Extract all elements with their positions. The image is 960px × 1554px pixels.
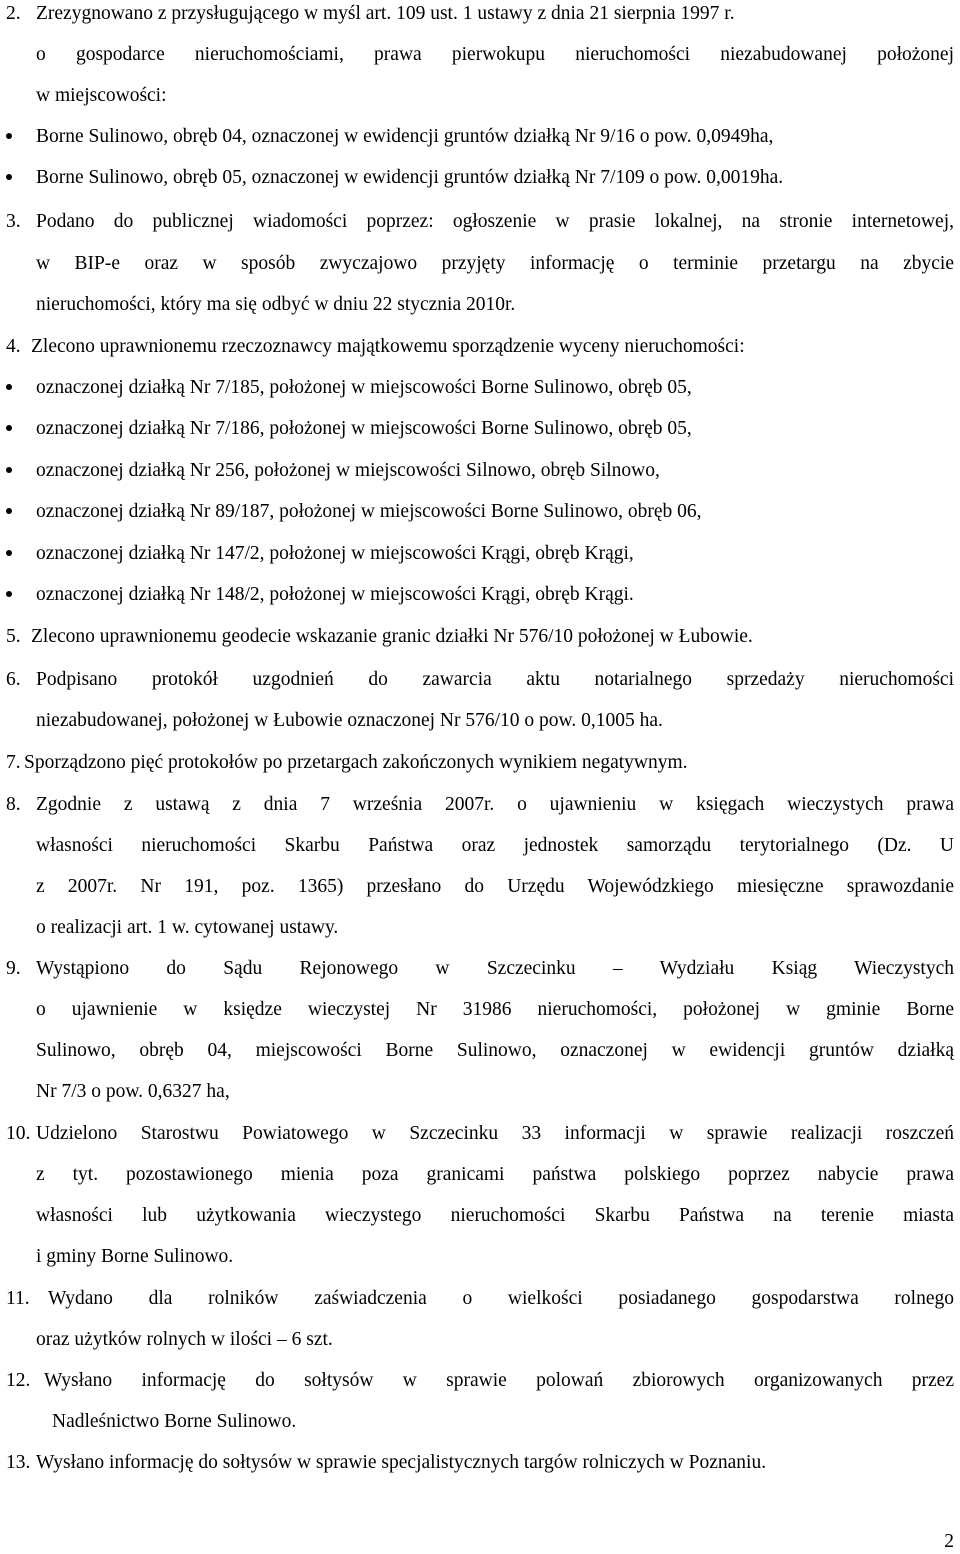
bullet-icon — [6, 508, 12, 514]
bullet-icon — [6, 467, 12, 473]
item-number: 3. — [6, 211, 21, 232]
item-4-bullet-4: oznaczonej działką Nr 89/187, położonej w miejscowości Borne Sulinowo, obręb 06, — [36, 501, 702, 522]
item-3-line-2: w BIP-e oraz w sposób zwyczajowo przyjęty informację o terminie przetargu na zbycie — [36, 253, 954, 274]
item-2-bullet-2: Borne Sulinowo, obręb 05, oznaczonej w ewidencji gruntów działką Nr 7/109 o pow. 0,0019ha. — [36, 167, 784, 188]
item-9-line-4: Nr 7/3 o pow. 0,6327 ha, — [36, 1081, 230, 1102]
item-5-line-1: Zlecono uprawnionemu geodecie wskazanie granic działki Nr 576/10 położonej w Łubowie. — [31, 626, 753, 647]
item-11-line-2: oraz użytków rolnych w ilości – 6 szt. — [36, 1329, 333, 1350]
item-number: 5. — [6, 626, 21, 647]
bullet-icon — [6, 384, 12, 390]
bullet-icon — [6, 425, 12, 431]
item-3-line-1: Podano do publicznej wiadomości poprzez: ogłoszenie w prasie lokalnej, na stronie internetowej, — [36, 211, 954, 232]
item-number: 13. — [6, 1452, 31, 1473]
item-number: 4. — [6, 336, 21, 357]
item-number: 8. — [6, 794, 21, 815]
item-8-line-2: własności nieruchomości Skarbu Państwa oraz jednostek samorządu terytorialnego (Dz. U — [36, 835, 954, 856]
item-number: 2. — [6, 3, 21, 24]
item-10-line-2: z tyt. pozostawionego mienia poza granicami państwa polskiego poprzez nabycie prawa — [36, 1164, 954, 1185]
item-8-line-3: z 2007r. Nr 191, poz. 1365) przesłano do Urzędu Wojewódzkiego miesięczne sprawozdanie — [36, 876, 954, 897]
item-number: 6. — [6, 669, 21, 690]
item-10-line-1: Udzielono Starostwu Powiatowego w Szczecinku 33 informacji w sprawie realizacji roszczeń — [36, 1123, 954, 1144]
item-2-bullet-1: Borne Sulinowo, obręb 04, oznaczonej w ewidencji gruntów działką Nr 9/16 o pow. 0,0949ha, — [36, 126, 774, 147]
bullet-icon — [6, 133, 12, 139]
item-9-line-3: Sulinowo, obręb 04, miejscowości Borne Sulinowo, oznaczonej w ewidencji gruntów działką — [36, 1040, 954, 1061]
item-4-bullet-1: oznaczonej działką Nr 7/185, położonej w miejscowości Borne Sulinowo, obręb 05, — [36, 377, 692, 398]
item-number: 11. — [6, 1288, 30, 1309]
bullet-icon — [6, 174, 12, 180]
item-8-line-1: Zgodnie z ustawą z dnia 7 września 2007r. o ujawnieniu w księgach wieczystych prawa — [36, 794, 954, 815]
item-number: 7. — [6, 752, 21, 773]
item-4-line-1: Zlecono uprawnionemu rzeczoznawcy majątkowemu sporządzenie wyceny nieruchomości: — [31, 336, 745, 357]
item-6-line-2: niezabudowanej, położonej w Łubowie oznaczonej Nr 576/10 o pow. 0,1005 ha. — [36, 710, 663, 731]
item-4-bullet-5: oznaczonej działką Nr 147/2, położonej w miejscowości Krągi, obręb Krągi, — [36, 543, 634, 564]
item-number: 9. — [6, 958, 21, 979]
item-4-bullet-2: oznaczonej działką Nr 7/186, położonej w miejscowości Borne Sulinowo, obręb 05, — [36, 418, 692, 439]
item-number: 12. — [6, 1370, 31, 1391]
item-12-line-2: Nadleśnictwo Borne Sulinowo. — [52, 1411, 297, 1432]
bullet-icon — [6, 591, 12, 597]
item-number: 10. — [6, 1123, 31, 1144]
item-10-line-4: i gminy Borne Sulinowo. — [36, 1246, 234, 1267]
item-2-line-1: Zrezygnowano z przysługującego w myśl art. 109 ust. 1 ustawy z dnia 21 sierpnia 1997 r. — [36, 3, 735, 24]
item-2-line-3: w miejscowości: — [36, 85, 167, 106]
item-7-line-1: Sporządzono pięć protokołów po przetargach zakończonych wynikiem negatywnym. — [24, 752, 688, 773]
item-11-line-1: Wydano dla rolników zaświadczenia o wielkości posiadanego gospodarstwa rolnego — [48, 1288, 954, 1309]
item-6-line-1: Podpisano protokół uzgodnień do zawarcia aktu notarialnego sprzedaży nieruchomości — [36, 669, 954, 690]
item-4-bullet-3: oznaczonej działką Nr 256, położonej w miejscowości Silnowo, obręb Silnowo, — [36, 460, 660, 481]
page-number: 2 — [944, 1531, 954, 1552]
bullet-icon — [6, 550, 12, 556]
item-9-line-2: o ujawnienie w księdze wieczystej Nr 31986 nieruchomości, położonej w gminie Borne — [36, 999, 954, 1020]
item-3-line-3: nieruchomości, który ma się odbyć w dniu 22 stycznia 2010r. — [36, 294, 516, 315]
item-8-line-4: o realizacji art. 1 w. cytowanej ustawy. — [36, 917, 339, 938]
item-9-line-1: Wystąpiono do Sądu Rejonowego w Szczecinku – Wydziału Ksiąg Wieczystych — [36, 958, 954, 979]
item-12-line-1: Wysłano informację do sołtysów w sprawie polowań zbiorowych organizowanych przez — [44, 1370, 954, 1391]
item-13-line-1: Wysłano informację do sołtysów w sprawie specjalistycznych targów rolniczych w Poznaniu. — [36, 1452, 767, 1473]
item-10-line-3: własności lub użytkowania wieczystego nieruchomości Skarbu Państwa na terenie miasta — [36, 1205, 954, 1226]
item-2-line-2: o gospodarce nieruchomościami, prawa pierwokupu nieruchomości niezabudowanej położonej — [36, 44, 954, 65]
item-4-bullet-6: oznaczonej działką Nr 148/2, położonej w miejscowości Krągi, obręb Krągi. — [36, 584, 634, 605]
